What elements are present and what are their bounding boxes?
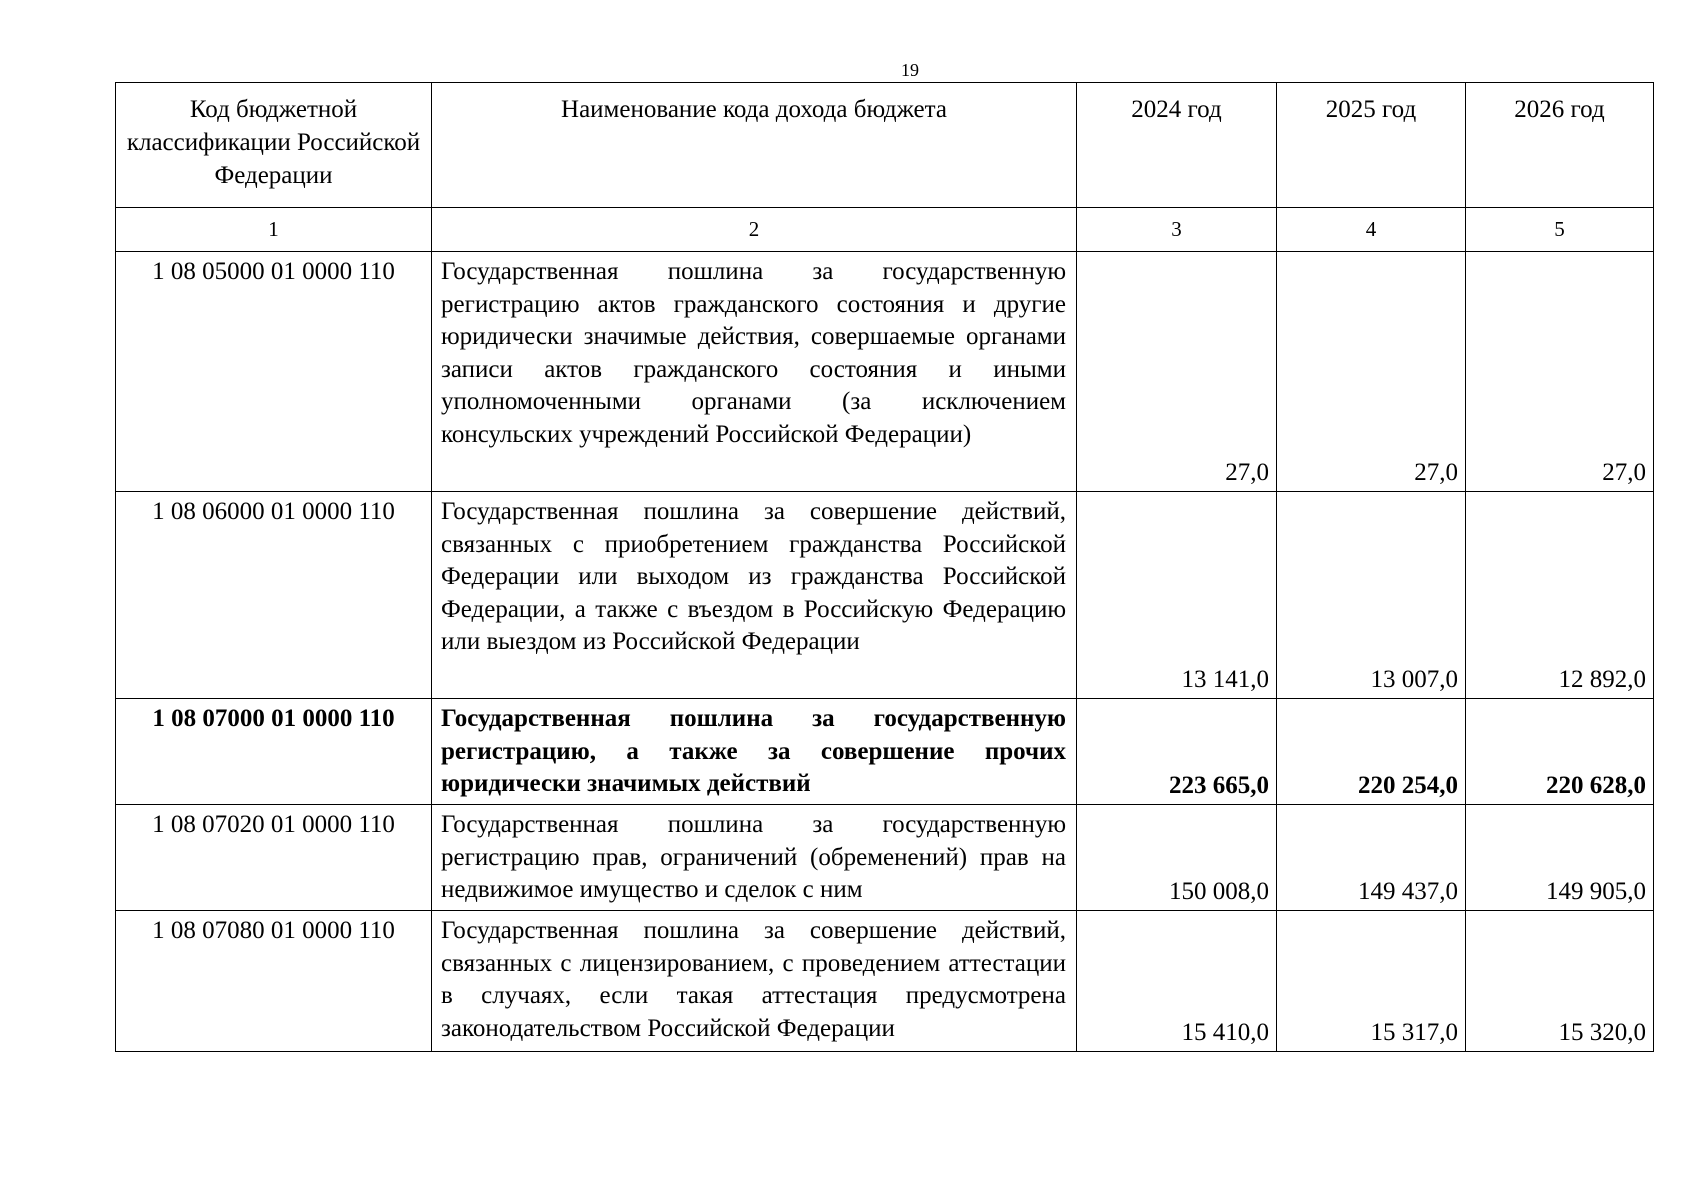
header-2025: 2025 год <box>1277 83 1466 208</box>
row-amount-2024: 27,0 <box>1077 252 1277 492</box>
column-number: 4 <box>1277 208 1466 252</box>
header-code: Код бюджетной классификации Российской Федерации <box>116 83 432 208</box>
column-number: 2 <box>432 208 1077 252</box>
header-name: Наименование кода дохода бюджета <box>432 83 1077 208</box>
row-code: 1 08 05000 01 0000 110 <box>116 252 432 492</box>
row-amount-2025: 149 437,0 <box>1277 805 1466 911</box>
table-row <box>116 492 1654 699</box>
column-number: 5 <box>1466 208 1654 252</box>
header-2024: 2024 год <box>1077 83 1277 208</box>
row-amount-2025: 27,0 <box>1277 252 1466 492</box>
column-number-row <box>116 208 1654 252</box>
budget-revenue-table <box>115 82 1654 1052</box>
table-row <box>116 911 1654 1052</box>
row-amount-2026: 15 320,0 <box>1466 911 1654 1052</box>
table-header-row <box>116 83 1654 208</box>
row-amount-2024: 223 665,0 <box>1077 699 1277 805</box>
table-row <box>116 805 1654 911</box>
row-amount-2025: 15 317,0 <box>1277 911 1466 1052</box>
row-name: Государственная пошлина за совершение действий, связанных с приобретением гражданства Российской Федерации или выходом из гражданства Российской Федерации, а также с въездом в Российскую Федерацию или выездом из Российской Федерации <box>432 492 1077 699</box>
column-number: 1 <box>116 208 432 252</box>
row-name: Государственная пошлина за совершение действий, связанных с лицензированием, с проведением аттестации в случаях, если такая аттестация предусмотрена законодательством Российской Федерации <box>432 911 1077 1052</box>
page-number: 19 <box>901 60 919 80</box>
header-2026: 2026 год <box>1466 83 1654 208</box>
row-code: 1 08 07080 01 0000 110 <box>116 911 432 1052</box>
row-amount-2024: 13 141,0 <box>1077 492 1277 699</box>
row-amount-2025: 220 254,0 <box>1277 699 1466 805</box>
row-name: Государственная пошлина за государственную регистрацию прав, ограничений (обременений) прав на недвижимое имущество и сделок с ним <box>432 805 1077 911</box>
row-amount-2024: 15 410,0 <box>1077 911 1277 1052</box>
table-row <box>116 252 1654 492</box>
row-code: 1 08 07020 01 0000 110 <box>116 805 432 911</box>
row-amount-2026: 149 905,0 <box>1466 805 1654 911</box>
row-amount-2026: 12 892,0 <box>1466 492 1654 699</box>
row-amount-2026: 220 628,0 <box>1466 699 1654 805</box>
column-number: 3 <box>1077 208 1277 252</box>
row-code: 1 08 06000 01 0000 110 <box>116 492 432 699</box>
row-amount-2025: 13 007,0 <box>1277 492 1466 699</box>
row-name: Государственная пошлина за государственную регистрацию актов гражданского состояния и другие юридически значимые действия, совершаемые органами записи актов гражданского состояния и иными уполномоченными органами (за исключением консульских учреждений Российской Федерации) <box>432 252 1077 492</box>
row-amount-2024: 150 008,0 <box>1077 805 1277 911</box>
table-row-subtotal <box>116 699 1654 805</box>
row-amount-2026: 27,0 <box>1466 252 1654 492</box>
row-name: Государственная пошлина за государственную регистрацию, а также за совершение прочих юридически значимых действий <box>432 699 1077 805</box>
row-code: 1 08 07000 01 0000 110 <box>116 699 432 805</box>
